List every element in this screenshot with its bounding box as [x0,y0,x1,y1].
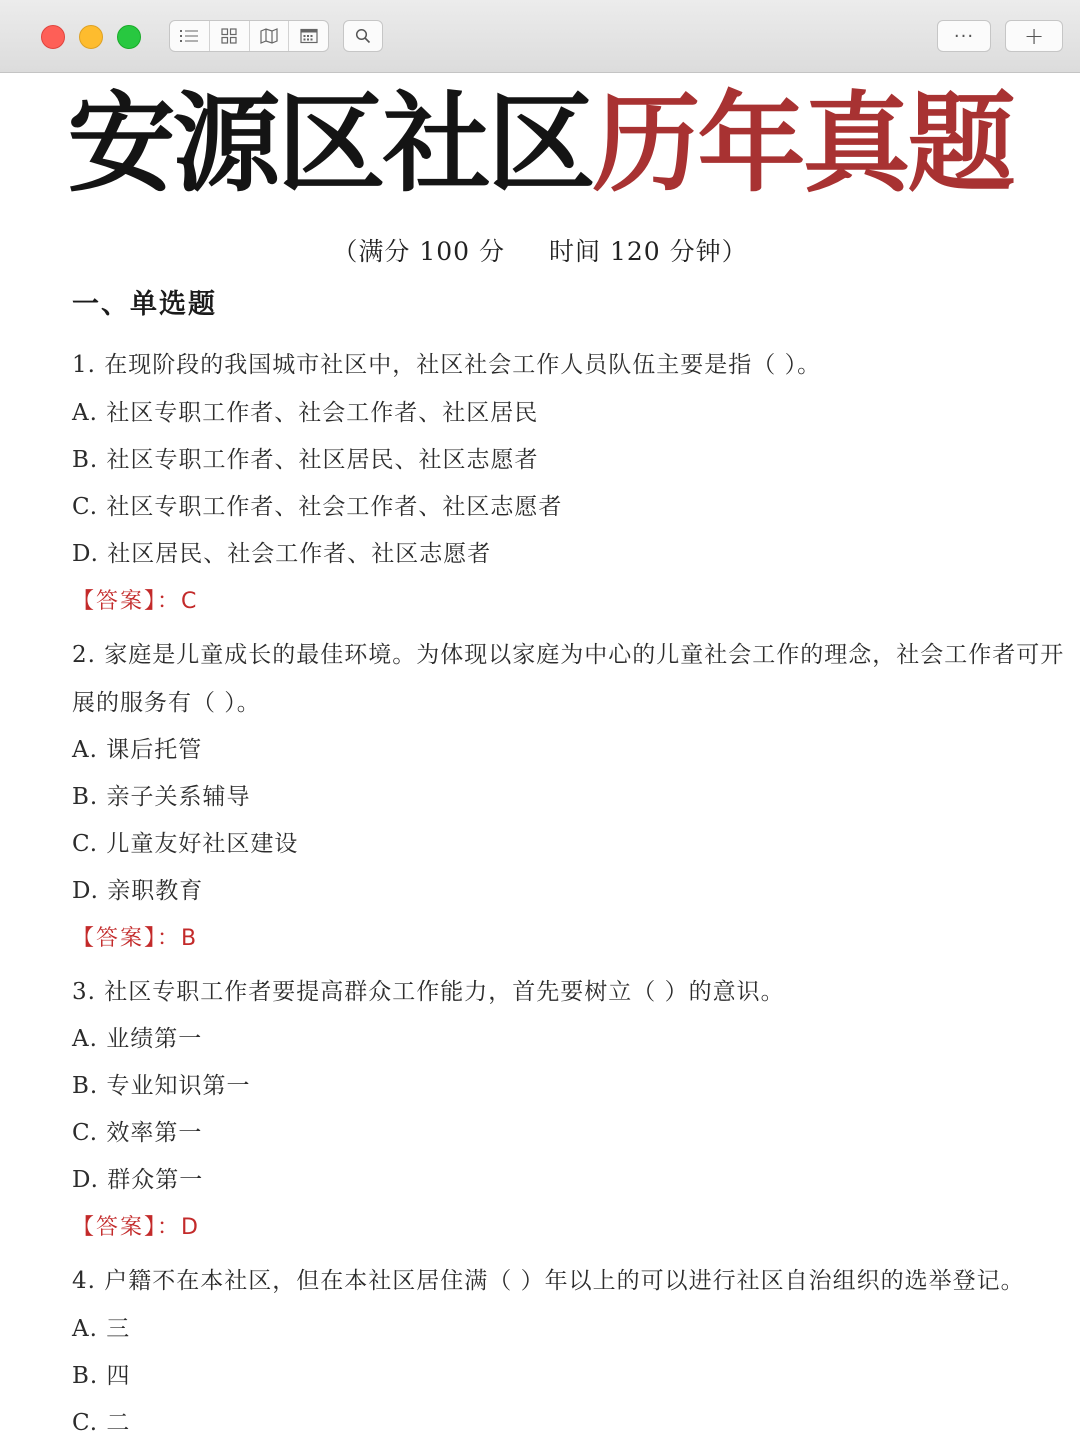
zoom-window-button[interactable] [117,25,141,49]
grid-view-button[interactable] [210,21,250,51]
question-3-answer: 【答案】：D [72,1215,200,1240]
calendar-icon [300,28,318,44]
question-1-answer: 【答案】：C [72,589,199,614]
section-heading: 一、单选题 [72,289,217,320]
question-3-option-c: C. 效率第一 [72,1120,203,1146]
full-score-text: （满分 100 分 [332,237,505,266]
question-2-answer: 【答案】：B [72,926,199,951]
view-mode-group [169,20,329,52]
question-2-option-a: A. 课后托管 [72,737,203,763]
more-options-button[interactable]: ··· [937,20,991,52]
question-2-option-d: D. 亲职教育 [72,878,204,904]
map-view-button[interactable] [250,21,290,51]
question-4-option-a: A. 三 [72,1316,131,1342]
question-1-stem: 1. 在现阶段的我国城市社区中，社区社会工作人员队伍主要是指（ ）。 [72,352,822,378]
question-3-stem: 3. 社区专职工作者要提高群众工作能力，首先要树立（ ）的意识。 [72,979,785,1005]
calendar-view-button[interactable] [289,21,328,51]
question-4-stem: 4. 户籍不在本社区，但在本社区居住满（ ）年以上的可以进行社区自治组织的选举登记。 [72,1268,1025,1294]
question-2-stem: 2. 家庭是儿童成长的最佳环境。为体现以家庭为中心的儿童社会工作的理念，社会工作者可开 [72,642,1065,668]
document-title [0,80,1080,210]
title-highlight: 历年真题 [592,82,1013,207]
search-button[interactable] [343,20,383,52]
close-window-button[interactable] [41,25,65,49]
question-3-option-a: A. 业绩第一 [72,1026,203,1052]
question-3-option-d: D. 群众第一 [72,1167,204,1193]
question-2-option-c: C. 儿童友好社区建设 [72,831,299,857]
question-3-option-b: B. 专业知识第一 [72,1073,251,1099]
search-icon [355,28,371,44]
window-toolbar [0,0,1080,73]
minimize-window-button[interactable] [79,25,103,49]
question-2-option-b: B. 亲子关系辅导 [72,784,251,810]
list-icon [180,29,198,43]
question-1-option-b: B. 社区专职工作者、社区居民、社区志愿者 [72,447,539,473]
exam-info [0,232,1080,268]
question-1-option-d: D. 社区居民、社会工作者、社区志愿者 [72,541,492,567]
question-2-stem-cont: 展的服务有（ ）。 [72,690,261,716]
list-view-button[interactable] [170,21,210,51]
grid-icon [221,28,237,44]
title-location: 安源区社区 [67,82,593,207]
add-button[interactable]: + [1005,20,1063,52]
question-4-option-c: C. 二 [72,1410,131,1436]
question-1-option-c: C. 社区专职工作者、社会工作者、社区志愿者 [72,494,563,520]
map-icon [260,28,278,44]
question-4-option-b: B. 四 [72,1363,131,1389]
duration-text: 时间 120 分钟） [549,237,748,266]
question-1-option-a: A. 社区专职工作者、社会工作者、社区居民 [72,400,539,426]
